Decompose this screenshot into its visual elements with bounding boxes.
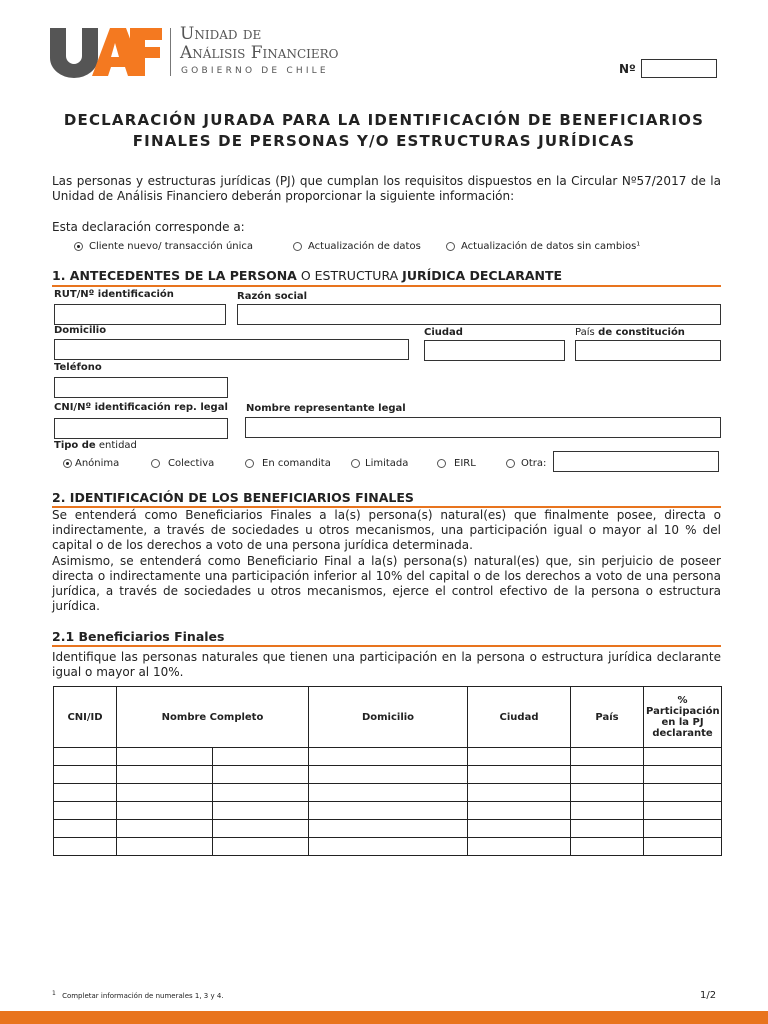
table-cell[interactable]	[571, 766, 644, 784]
table-cell[interactable]	[468, 748, 571, 766]
header-participacion: % Participación en la PJ declarante	[644, 687, 722, 748]
table-cell[interactable]	[117, 820, 213, 838]
pais-label-part: de constitución	[594, 327, 685, 338]
number-field[interactable]	[641, 59, 717, 78]
table-cell[interactable]	[468, 838, 571, 856]
radio-label: Actualización de datos	[308, 241, 421, 252]
header-nombre: Nombre Completo	[117, 687, 309, 748]
page-number: 1/2	[700, 990, 717, 1001]
table-cell[interactable]	[309, 784, 468, 802]
table-cell[interactable]	[309, 766, 468, 784]
radio-empty-icon	[437, 459, 446, 468]
telefono-label: Teléfono	[54, 362, 102, 373]
logo-divider	[170, 28, 171, 76]
org-name-line3: GOBIERNO DE CHILE	[181, 66, 329, 76]
org-name-line1: Unidad de	[180, 24, 262, 44]
rut-field[interactable]	[54, 304, 226, 325]
footer-orange-bar	[0, 1011, 768, 1024]
nombre-rep-field[interactable]	[245, 417, 721, 438]
table-cell[interactable]	[54, 766, 117, 784]
table-row	[54, 802, 722, 820]
org-name-line2: Análisis Financiero	[180, 43, 339, 63]
radio-label: Actualización de datos sin cambios¹	[461, 241, 641, 252]
footnote-mark: 1	[52, 990, 56, 997]
table-cell[interactable]	[644, 820, 722, 838]
table-cell[interactable]	[117, 802, 213, 820]
tipo-label-part: entidad	[95, 440, 137, 451]
rut-label: RUT/Nº identificación	[54, 289, 174, 300]
radio-actualizacion-sin-cambios[interactable]	[446, 241, 640, 252]
section21-rule	[52, 645, 721, 647]
radio-label: Anónima	[75, 458, 120, 469]
radio-en-comandita[interactable]	[245, 458, 331, 469]
header-cni: CNI/ID	[54, 687, 117, 748]
uaf-logo	[48, 26, 164, 78]
section1-title	[52, 268, 562, 283]
pais-label-part: País	[575, 327, 595, 338]
beneficiarios-table	[53, 686, 722, 856]
radio-selected-icon	[74, 242, 83, 251]
table-row	[54, 838, 722, 856]
radio-empty-icon	[351, 459, 360, 468]
table-cell[interactable]	[309, 802, 468, 820]
radio-label: Colectiva	[168, 458, 215, 469]
table-cell[interactable]	[309, 838, 468, 856]
footnote	[52, 990, 224, 1000]
table-row	[54, 784, 722, 802]
table-cell[interactable]	[309, 748, 468, 766]
table-row	[54, 748, 722, 766]
table-cell[interactable]	[117, 748, 213, 766]
radio-empty-icon	[293, 242, 302, 251]
table-cell[interactable]	[54, 838, 117, 856]
radio-limitada[interactable]	[351, 458, 408, 469]
footnote-text: Completar información de numerales 1, 3 y 4.	[62, 992, 224, 1001]
table-cell[interactable]	[644, 802, 722, 820]
table-cell[interactable]	[213, 784, 309, 802]
section2-para2: Asimismo, se entenderá como Beneficiario Final a la(s) persona(s) natural(es) que, sin perjuicio de poseer directa o indirectamente una participación inferior al 10% del capital o de los derechos a voto de una persona jurídica, a través de sociedades u otros mecanismos, ejerce el control efectivo de la persona o estructura jurídica.	[52, 554, 721, 613]
table-cell[interactable]	[54, 748, 117, 766]
radio-cliente-nuevo[interactable]	[74, 241, 253, 252]
radio-label: EIRL	[454, 458, 476, 469]
radio-anonima[interactable]	[63, 458, 119, 469]
number-label: Nº	[619, 62, 636, 76]
radio-empty-icon	[506, 459, 515, 468]
table-cell[interactable]	[54, 820, 117, 838]
table-cell[interactable]	[468, 802, 571, 820]
radio-empty-icon	[245, 459, 254, 468]
uaf-logo-mark	[48, 26, 164, 78]
header-ciudad: Ciudad	[468, 687, 571, 748]
domicilio-label: Domicilio	[54, 325, 107, 336]
section1-rule	[52, 285, 721, 287]
tipo-label-part: Tipo de	[54, 440, 96, 451]
table-cell[interactable]	[571, 820, 644, 838]
section2-title: 2. IDENTIFICACIÓN DE LOS BENEFICIARIOS FINALES	[52, 490, 414, 505]
table-cell[interactable]	[571, 838, 644, 856]
document-title	[0, 110, 768, 152]
nombre-rep-label: Nombre representante legal	[246, 403, 406, 414]
table-cell[interactable]	[54, 784, 117, 802]
ciudad-label: Ciudad	[424, 327, 463, 338]
table-cell[interactable]	[213, 838, 309, 856]
razon-social-label: Razón social	[237, 291, 308, 302]
table-cell[interactable]	[117, 766, 213, 784]
section1-title-part: JURÍDICA DECLARANTE	[402, 268, 563, 283]
table-header-row	[54, 687, 722, 748]
table-cell[interactable]	[571, 802, 644, 820]
radio-eirl[interactable]	[437, 458, 476, 469]
table-cell[interactable]	[644, 784, 722, 802]
section21-para: Identifique las personas naturales que tienen una participación en la persona o estructura jurídica declarante igual o mayor al 10%.	[52, 650, 721, 679]
radio-empty-icon	[151, 459, 160, 468]
table-row	[54, 766, 722, 784]
table-cell[interactable]	[571, 784, 644, 802]
tipo-entidad-label	[54, 440, 137, 451]
table-cell[interactable]	[468, 766, 571, 784]
cni-rep-label: CNI/Nº identificación rep. legal	[54, 402, 228, 413]
table-cell[interactable]	[213, 802, 309, 820]
intro-text: Las personas y estructuras jurídicas (PJ) que cumplan los requisitos dispuestos en la Circular Nº57/2017 de la Unidad de Análisis Financiero deberán proporcionar la siguiente información:	[52, 174, 721, 203]
section1-title-part: 1. ANTECEDENTES DE LA PERSONA	[52, 268, 297, 283]
table-cell[interactable]	[117, 838, 213, 856]
radio-selected-icon	[63, 459, 72, 468]
title-line1: DECLARACIÓN JURADA PARA LA IDENTIFICACIÓN DE BENEFICIARIOS	[63, 111, 705, 129]
radio-empty-icon	[446, 242, 455, 251]
table-cell[interactable]	[468, 820, 571, 838]
table-cell[interactable]	[213, 766, 309, 784]
telefono-field[interactable]	[54, 377, 228, 398]
radio-colectiva[interactable]	[151, 458, 214, 469]
radio-label: Otra:	[521, 458, 547, 469]
header-domicilio: Domicilio	[309, 687, 468, 748]
table-cell[interactable]	[54, 802, 117, 820]
table-cell[interactable]	[213, 820, 309, 838]
table-row	[54, 820, 722, 838]
table-cell[interactable]	[571, 748, 644, 766]
pais-constitucion-label	[575, 327, 685, 338]
ciudad-field[interactable]	[424, 340, 565, 361]
radio-otra[interactable]	[506, 458, 546, 469]
section21-title: 2.1 Beneficiarios Finales	[52, 629, 225, 644]
radio-label: En comandita	[262, 458, 331, 469]
table-cell[interactable]	[644, 748, 722, 766]
table-cell[interactable]	[644, 766, 722, 784]
header-pais: País	[571, 687, 644, 748]
radio-label: Limitada	[365, 458, 409, 469]
table-cell[interactable]	[213, 748, 309, 766]
table-cell[interactable]	[468, 784, 571, 802]
radio-actualizacion[interactable]	[293, 241, 421, 252]
section1-title-part: O ESTRUCTURA	[296, 268, 403, 283]
section2-para1: Se entenderá como Beneficiarios Finales a la(s) persona(s) natural(es) que finalmente posee, directa o indirectamente, a través de sociedades u otros mecanismos, una participación igual o mayor al 10 % del capital o de los derechos a voto de una persona jurídica determinada.	[52, 508, 721, 552]
razon-social-field[interactable]	[237, 304, 721, 325]
table-cell[interactable]	[644, 838, 722, 856]
declaration-question: Esta declaración corresponde a:	[52, 220, 245, 234]
table-cell[interactable]	[117, 784, 213, 802]
cni-rep-field[interactable]	[54, 418, 228, 439]
otra-field[interactable]	[553, 451, 719, 472]
table-cell[interactable]	[309, 820, 468, 838]
pais-constitucion-field[interactable]	[575, 340, 721, 361]
title-line2: FINALES DE PERSONAS Y/O ESTRUCTURAS JURÍDICAS	[132, 132, 636, 150]
radio-label: Cliente nuevo/ transacción única	[89, 241, 254, 252]
domicilio-field[interactable]	[54, 339, 409, 360]
